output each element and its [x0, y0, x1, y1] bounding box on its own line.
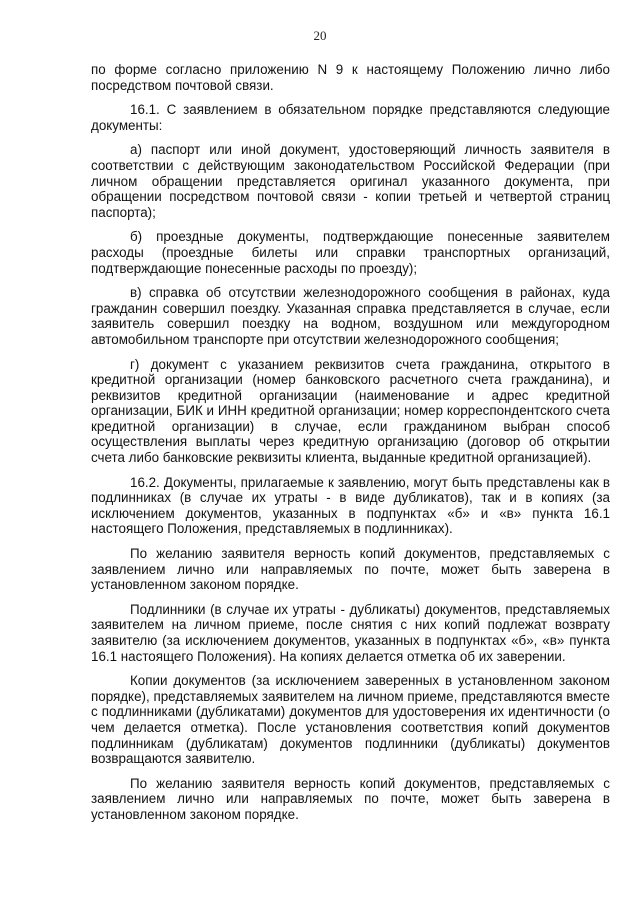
paragraph-originals-return: Подлинники (в случае их утраты - дубликаты) документов, представляемых заявителем на личном приеме, после снятия с них копий подлежат возврату заявителю (за исключением документов, указанных в подпунктах «б», «в» пункта 16.1 настоящего Положения). На копиях делается отметка об их заверении. [91, 601, 610, 664]
paragraph-item-v: в) справка об отсутствии железнодорожного сообщения в районах, куда гражданин совершил поездку. Указанная справка представляется в случае, если заявитель совершил поездку на водном, воздушном или междугородном автомобильном транспорте при отсутствии железнодорожного сообщения; [91, 285, 610, 347]
paragraph-copies-verification: По желанию заявителя верность копий документов, представляемых с заявлением лично или направляемых по почте, может быть заверена в установленном законом порядке. [91, 546, 610, 593]
document-body [91, 62, 610, 832]
paragraph-item-b: б) проездные документы, подтверждающие понесенные заявителем расходы (проездные билеты или справки транспортных организаций, подтверждающие понесенные расходы по проезду); [91, 229, 610, 276]
paragraph-copies-submission: Копии документов (за исключением заверенных в установленном законом порядке), представляемых заявителем на личном приеме, представляются вместе с подлинниками (дубликатами) документов для удостоверения их идентичности (о чем делается отметка). После установления соответствия копий документов подлинникам (дубликатам) документов подлинники (дубликаты) документов возвращаются заявителю. [91, 673, 610, 767]
paragraph-0: по форме согласно приложению N 9 к настоящему Положению лично либо посредством почтовой связи. [91, 62, 610, 93]
page-number: 20 [313, 28, 327, 43]
paragraph-16-1-intro: 16.1. С заявлением в обязательном порядке представляются следующие документы: [91, 102, 610, 133]
paragraph-item-g: г) документ с указанием реквизитов счета гражданина, открытого в кредитной организации (номер банковского расчетного счета гражданина), и реквизитов кредитной организации (наименование и адрес кредитной организации, БИК и ИНН кредитной организации; номер корреспондентского счета кредитной организации) в случае, если гражданином выбран способ осуществления выплаты через кредитную организацию (договор об открытии счета либо банковские реквизиты клиента, выданные кредитной организацией). [91, 356, 610, 466]
paragraph-copies-verification-repeat: По желанию заявителя верность копий документов, представляемых с заявлением лично или направляемых по почте, может быть заверена в установленном законом порядке. [91, 775, 610, 822]
paragraph-16-2: 16.2. Документы, прилагаемые к заявлению, могут быть представлены как в подлинниках (в случае их утраты - в виде дубликатов), так и в копиях (за исключением документов, указанных в подпунктах «б» и «в» пункта 16.1 настоящего Положения, представляемых в подлинниках). [91, 474, 610, 537]
paragraph-item-a: а) паспорт или иной документ, удостоверяющий личность заявителя в соответствии с действующим законодательством Российской Федерации (при личном обращении представляется оригинал указанного документа, при обращении посредством почтовой связи - копии третьей и четвертой страниц паспорта); [91, 142, 610, 220]
